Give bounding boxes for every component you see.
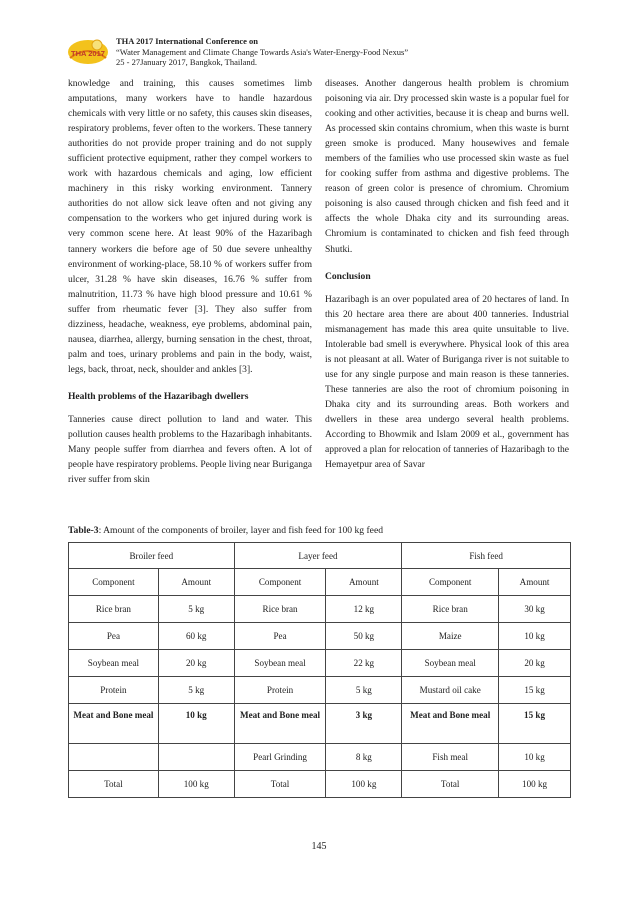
table-cell: Mustard oil cake [402, 677, 499, 704]
table-cell: 22 kg [326, 650, 402, 677]
table-row [69, 677, 571, 704]
table-cell: Total [402, 771, 499, 798]
subheader-cell: Component [402, 569, 499, 596]
right-column [325, 76, 569, 472]
feed-table [68, 542, 571, 798]
table-cell: Protein [234, 677, 326, 704]
table-cell [158, 744, 234, 771]
table-caption [68, 525, 383, 536]
left-paragraph-1: knowledge and training, this causes sometimes limb amputations, many workers have to handle hazardous chemicals with very little or no safety, this causes skin diseases, respiratory problems, fever often to the workers. These tannery authorities do not provide proper training and do not supply sufficient protective equipment, rather they compel workers to work with hazardous chemicals and aging, low efficient machinery in this risky working environment. Tannery authorities do not allow sick leave often and not giving any compensation to the workers who get injured during work is very common scene here. At least 90% of the Hazaribagh tannery workers die before age of 50 due severe unhealthy environment of working-place, 58.10 % of workers suffer from ulcer, 31.28 % have skin diseases, 16.76 % suffer from malnutrition, 11.73 % have high blood pressure and 10.61 % suffer from rheumatic fever [3]. They also suffer from dizziness, headache, weakness, eye problems, abdominal pain, nausea, diarrhea, allergy, burning sensation in the chest, throat, palm and toes, urinary problems and pain in the body, waist, legs, back, throat, neck, shoulder and ankles [3]. [68, 78, 312, 375]
page-header [66, 36, 586, 70]
right-paragraph-1: diseases. Another dangerous health problem is chromium poisoning via air. Dry processed skin waste is a popular fuel for cooking and other activities, because it is cheap and burns well. As processed skin contains chromium, when this waste is burnt green smoke is produced. Many housewives and female members of the families who use processed skin waste as fuel for cooking suffer from asthma and digestive problems. The reason of green color is presence of chromium. Chromium poisoning is also caused through chicken and fish feed and it affects the whole Dhaka city and its surrounding areas. Chromium is contaminated to chicken and fish feed through Shutki. [325, 78, 569, 255]
table-cell: 5 kg [158, 677, 234, 704]
table-cell: 30 kg [499, 596, 571, 623]
table-cell: 100 kg [158, 771, 234, 798]
table-cell: 12 kg [326, 596, 402, 623]
table-cell: Maize [402, 623, 499, 650]
table-cell: Total [69, 771, 159, 798]
table-cell [69, 744, 159, 771]
table-cell: 3 kg [326, 704, 402, 744]
table-cell: 50 kg [326, 623, 402, 650]
table-cell: 10 kg [158, 704, 234, 744]
table-cell: 8 kg [326, 744, 402, 771]
table-cell: Meat and Bone meal [402, 704, 499, 744]
table-cell: 10 kg [499, 744, 571, 771]
table-cell: 20 kg [499, 650, 571, 677]
table-caption-text: : Amount of the components of broiler, layer and fish feed for 100 kg feed [98, 525, 383, 536]
table-row [69, 650, 571, 677]
conference-title: THA 2017 International Conference on [116, 36, 258, 46]
table-cell: Protein [69, 677, 159, 704]
table-cell: Meat and Bone meal [69, 704, 159, 744]
table-cell: Soybean meal [234, 650, 326, 677]
table-cell: Pea [69, 623, 159, 650]
subheader-cell: Amount [499, 569, 571, 596]
header-text [116, 36, 408, 68]
conference-logo [66, 36, 110, 66]
subheader-cell: Amount [326, 569, 402, 596]
table-cell: 100 kg [499, 771, 571, 798]
table-row [69, 744, 571, 771]
subheader-cell: Component [234, 569, 326, 596]
table-row-bold [69, 704, 571, 744]
group-header-broiler: Broiler feed [69, 543, 235, 569]
table-cell: Soybean meal [402, 650, 499, 677]
table-cell: Pearl Grinding [234, 744, 326, 771]
table-cell: 20 kg [158, 650, 234, 677]
table-group-header-row [69, 543, 571, 569]
table-cell: Rice bran [69, 596, 159, 623]
group-header-layer: Layer feed [234, 543, 402, 569]
subheader-cell: Component [69, 569, 159, 596]
subheader-cell: Amount [158, 569, 234, 596]
table-cell: 15 kg [499, 704, 571, 744]
table-row [69, 623, 571, 650]
table-cell: Rice bran [234, 596, 326, 623]
table-cell: 5 kg [326, 677, 402, 704]
table-cell: 5 kg [158, 596, 234, 623]
table-cell: Pea [234, 623, 326, 650]
section-heading-health-problems: Health problems of the Hazaribagh dwellers [68, 390, 249, 402]
table-cell: 10 kg [499, 623, 571, 650]
table-row-total [69, 771, 571, 798]
table-subheader-row [69, 569, 571, 596]
table-row [69, 596, 571, 623]
section-heading-conclusion: Conclusion [325, 270, 371, 282]
right-paragraph-2: Hazaribagh is an over populated area of 20 hectares of land. In this 20 hectare area there are about 400 tanneries. Industrial mismanagement has made this area quite unsuitable to live. Intolerable bad smell is everywhere. Physical look of this area is not pleasant at all. Water of Buriganga river is not suitable to use for any single purpose and main reason is these tanneries. These tanneries are also the root of chromium poisoning in Dhaka city and its surrounding areas. Both workers and dwellers in these area undergo several health problems. According to Bhowmik and Islam 2009 et al., government has approved a plan for relocation of tanneries of Hazaribagh to the Hemayetpur area of Savar [325, 293, 569, 471]
table-cell: Soybean meal [69, 650, 159, 677]
table-cell: Total [234, 771, 326, 798]
table-cell: Meat and Bone meal [234, 704, 326, 744]
page-number: 145 [311, 841, 327, 852]
left-paragraph-2: Tanneries cause direct pollution to land and water. This pollution causes health problems to the Hazaribagh inhabitants. Many people suffer from diarrhea and fevers often. A lot of people have respiratory problems. People living near Buriganga river suffer from skin [68, 413, 312, 486]
table-caption-label: Table-3 [68, 525, 99, 536]
left-column [68, 76, 312, 487]
conference-theme: “Water Management and Climate Change Towards Asia's Water-Energy-Food Nexus” [116, 46, 409, 57]
table-cell: 60 kg [158, 623, 234, 650]
svg-text:THA 2017: THA 2017 [71, 49, 105, 58]
table-cell: Fish meal [402, 744, 499, 771]
table-cell: Rice bran [402, 596, 499, 623]
group-header-fish: Fish feed [402, 543, 571, 569]
table-cell: 100 kg [326, 771, 402, 798]
conference-dates: 25 - 27January 2017, Bangkok, Thailand. [116, 57, 258, 67]
table-cell: 15 kg [499, 677, 571, 704]
